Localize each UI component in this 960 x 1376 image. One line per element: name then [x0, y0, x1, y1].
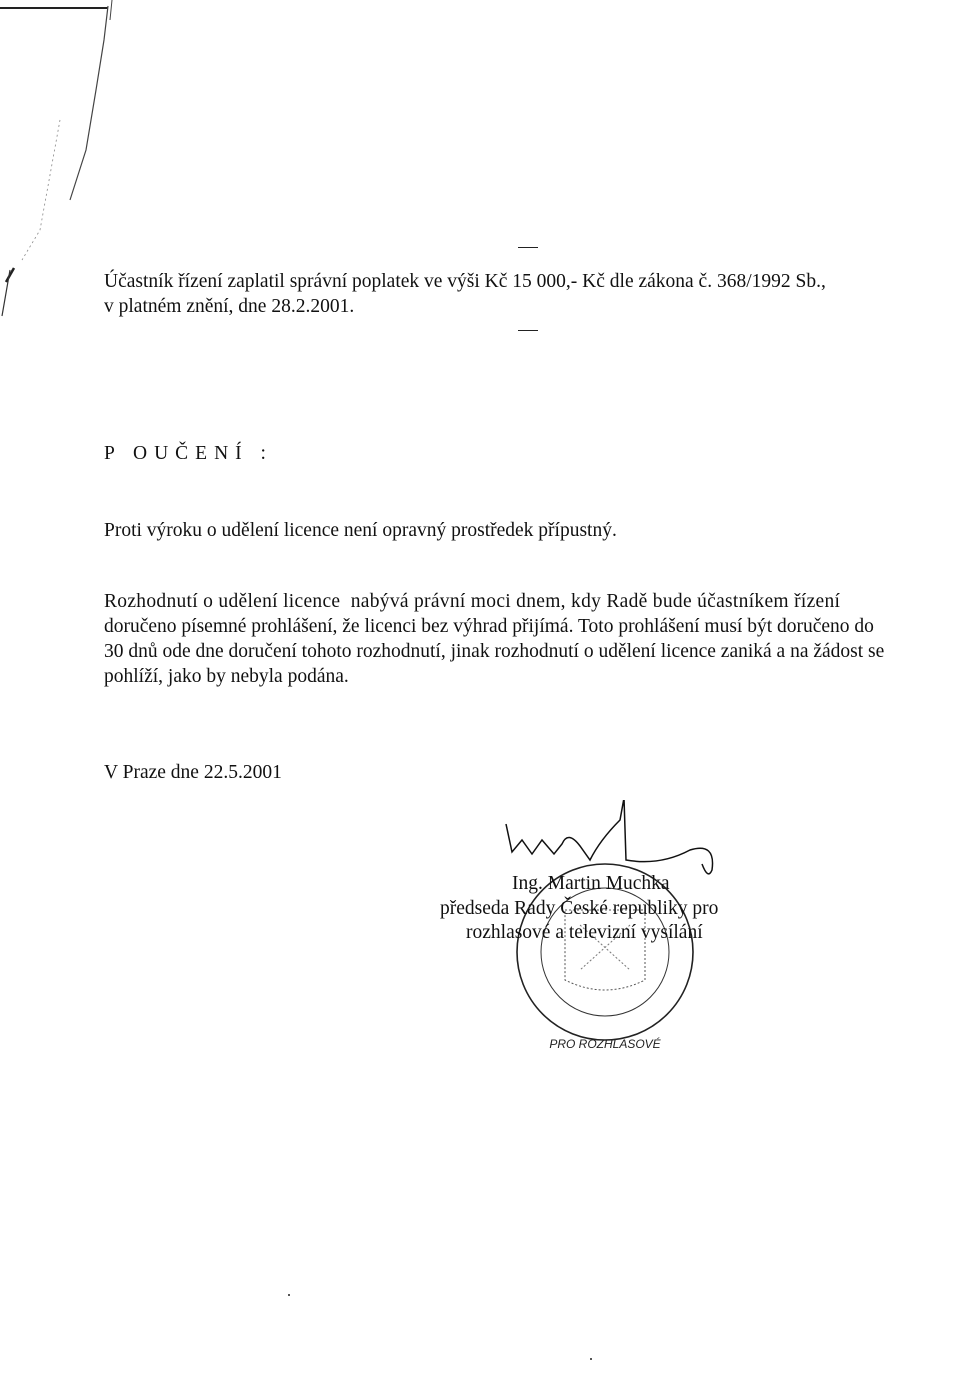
- separator-dash-bottom: [518, 330, 538, 331]
- signature-block: [430, 800, 760, 1050]
- effect-line-3: 30 dnů ode dne doručení tohoto rozhodnutí, jinak rozhodnutí o udělení licence zaniká a na žádost se: [104, 641, 885, 662]
- effect-line-1: Rozhodnutí o udělení licence nabývá právní moci dnem, kdy Radě bude účastníkem řízení: [104, 591, 841, 612]
- signatory-role-line-2: rozhlasové a televizní vysílání: [466, 922, 703, 943]
- fee-line-2: v platném znění, dne 28.2.2001.: [104, 296, 355, 317]
- speck: [590, 1358, 592, 1360]
- separator-dash-top: [518, 247, 538, 248]
- place-and-date: V Praze dne 22.5.2001: [104, 762, 282, 783]
- signatory-role-line-1: předseda Rady České republiky pro: [440, 898, 719, 919]
- fee-line-1: Účastník řízení zaplatil správní poplatek ve výši Kč 15 000,- Kč dle zákona č. 368/1992 Sb.,: [104, 271, 826, 292]
- signatory-name: Ing. Martin Muchka: [512, 873, 670, 894]
- svg-text:PRO ROZHLASOVÉ: PRO ROZHLASOVÉ: [549, 1037, 661, 1050]
- speck: [288, 1294, 290, 1296]
- effect-line-2: doručeno písemné prohlášení, že licenci bez výhrad přijímá. Toto prohlášení musí být doručeno do: [104, 616, 874, 637]
- effect-line-4: pohlíží, jako by nebyla podána.: [104, 666, 349, 687]
- instruction-heading: P OUČENÍ :: [104, 443, 273, 464]
- no-appeal-sentence: Proti výroku o udělení licence není opravný prostředek přípustný.: [104, 520, 617, 541]
